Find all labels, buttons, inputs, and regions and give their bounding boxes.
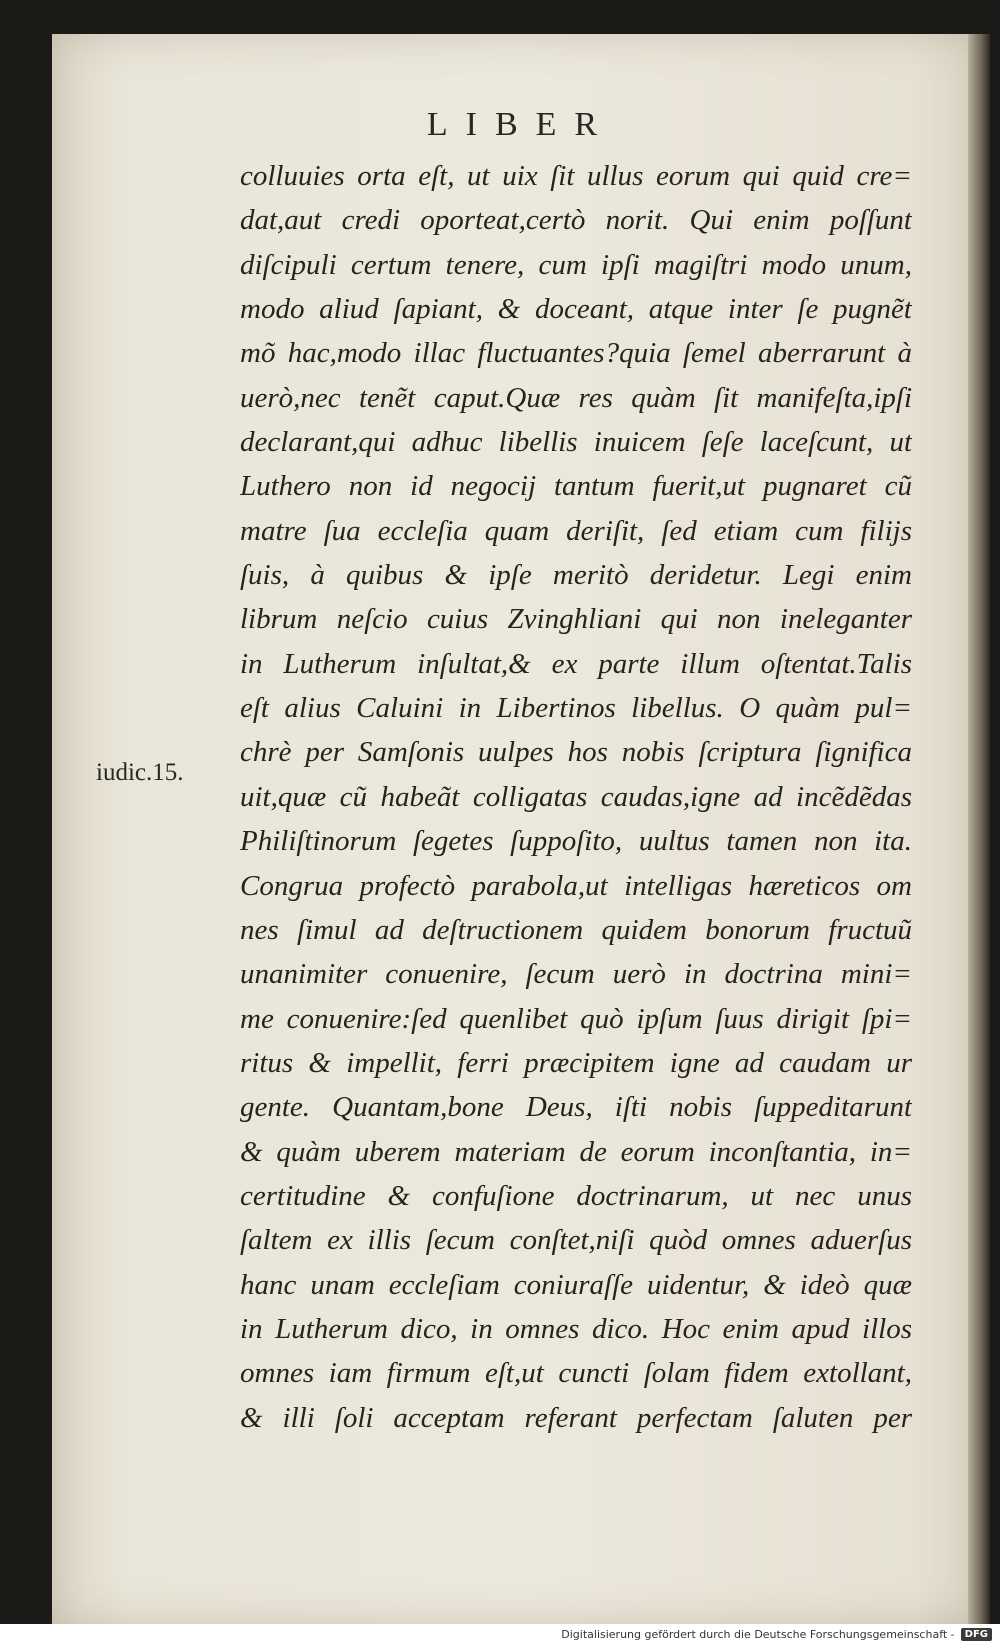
text-line: nes ſimul ad deſtructionem quidem bonorum fructuũ [240,913,912,946]
book-page [52,34,990,1624]
footer-credit: Digitalisierung gefördert durch die Deutsche Forschungsgemeinschaft - [561,1628,955,1641]
text-line: dat,aut credi oporteat,certò norit. Qui enim poſſunt [240,204,912,237]
text-line: hanc unam eccleſiam coniuraſſe uidentur, & ideò quæ [240,1268,912,1301]
text-line: mõ hac,modo illac fluctuantes?quia ſemel aberrarunt à [240,337,912,370]
text-line: in Lutherum dico, in omnes dico. Hoc enim apud illos [240,1312,912,1345]
text-line: modo aliud ſapiant, & doceant, atque inter ſe pugnẽt [240,293,912,326]
running-head: LIBER [426,106,616,143]
text-line: uerò,nec tenẽt caput.Quæ res quàm ſit manifeſta,ipſi [240,381,912,414]
text-line: librum neſcio cuius Zvinghliani qui non ineleganter [240,603,912,636]
text-line: matre ſua eccleſia quam deriſit, ſed etiam cum filijs [240,514,912,547]
text-line: chrè per Samſonis uulpes hos nobis ſcriptura ſignifica [240,736,912,769]
text-line: gente. Quantam,bone Deus, iſti nobis ſuppeditarunt [240,1091,912,1124]
text-line: me conuenire:ſed quenlibet quò ipſum ſuus dirigit ſpi= [240,1002,912,1035]
text-line: ritus & impellit, ferri præcipitem igne ad caudam ur [240,1046,912,1079]
text-line: diſcipuli certum tenere, cum ipſi magiſtri modo unum, [240,248,912,281]
book-spine [968,34,990,1624]
text-line: omnes iam firmum eſt,ut cuncti ſolam fidem extollant, [240,1357,912,1390]
text-line: certitudine & confuſione doctrinarum, ut nec unus [240,1179,912,1212]
text-line: ſaltem ex illis ſecum conſtet,niſi quòd omnes aduerſus [240,1224,912,1257]
text-line: ſuis, à quibus & ipſe meritò deridetur. Legi enim [240,559,912,592]
text-line: in Lutherum inſultat,& ex parte illum oſtentat.Talis [240,647,912,680]
text-line: colluuies orta eſt, ut uix ſit ullus eorum qui quid cre= [240,160,912,192]
text-line: & illi ſoli acceptam referant perfectam ſaluten per [240,1401,912,1434]
text-line: declarant,qui adhuc libellis inuicem ſeſe laceſcunt, ut [240,426,912,459]
text-line: & quàm uberem materiam de eorum inconſtantia, in= [240,1135,912,1168]
digitization-footer [0,1624,1000,1645]
text-line: eſt alius Caluini in Libertinos libellus. O quàm pul= [240,692,912,725]
text-line: uit,quæ cũ habeãt colligatas caudas,igne ad incẽdẽdas [240,780,912,813]
text-line: Luthero non id negocij tantum fuerit,ut pugnaret cũ [240,470,912,503]
text-line: unanimiter conuenire, ſecum uerò in doctrina mini= [240,958,912,991]
text-line: Philiſtinorum ſegetes ſuppoſito, uultus tamen non ita. [240,825,912,858]
marginal-note: iudic.15. [96,759,184,786]
text-block [240,154,912,1440]
dfg-logo: DFG [961,1628,992,1641]
text-line: Congrua profectò parabola,ut intelligas hæreticos om [240,869,912,902]
